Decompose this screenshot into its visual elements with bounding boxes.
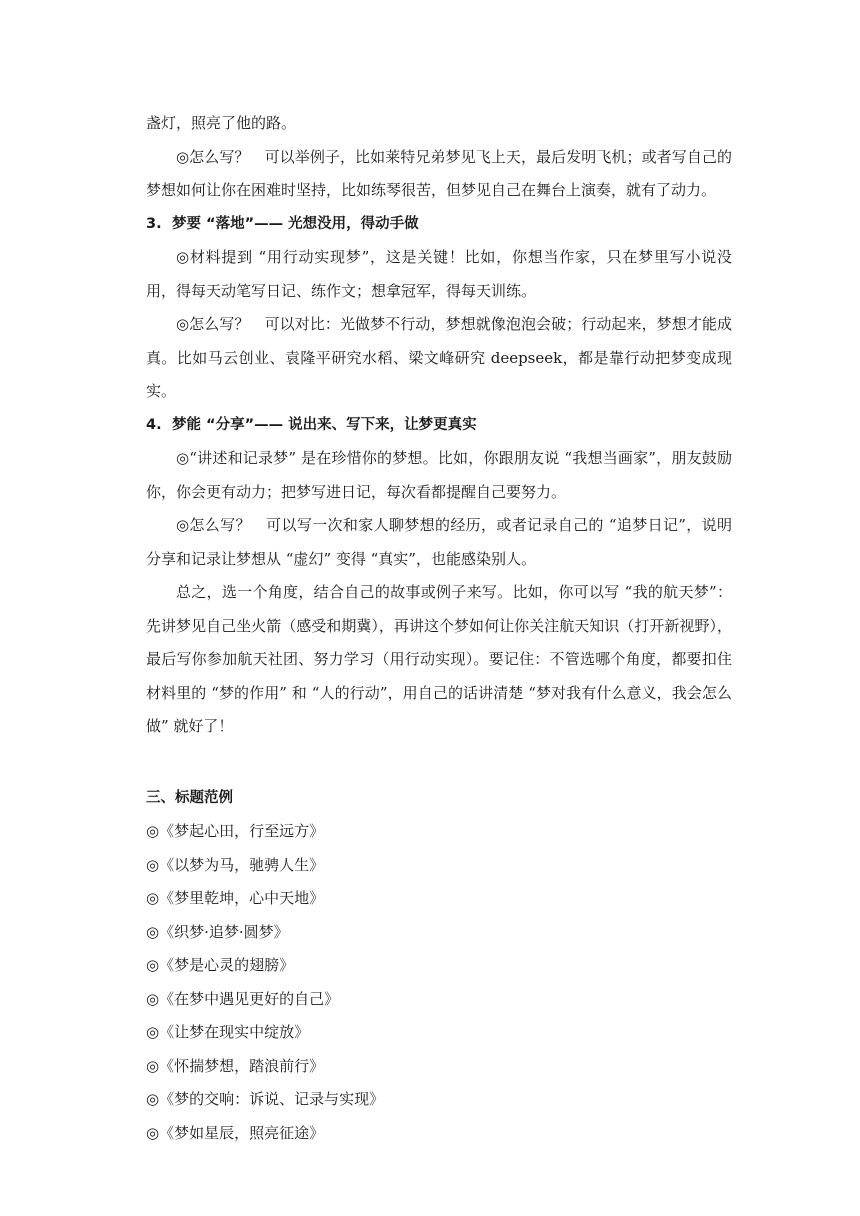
title-example-item: ◎《以梦为马，驰骋人生》 (146, 855, 325, 874)
title-example-item: ◎《梦里乾坤，心中天地》 (146, 889, 325, 907)
paragraph-share-dream: ◎“讲述和记录梦” 是在珍惜你的梦想。比如，你跟朋友说 “我想当画家”，朋友鼓励你，你会更有动力；把梦写进日记，每次看都提醒自己要努力。 (146, 449, 732, 501)
paragraph-summary: 总之，选一个角度，结合自己的故事或例子来写。比如，你可以写 “我的航天梦”：先讲梦见自己坐火箭（感受和期冀），再讲这个梦如何让你关注航天知识（打开新视野），最后写你参加航天社团、努力学习（用行动实现）。要记住：不管选哪个角度，都要扣住材料里的 “梦的作用” 和 “人的行动”，用自己的话讲清楚 “梦对我有什么意义，我会怎么做” 就好了！ (146, 583, 732, 735)
document-body (146, 107, 732, 1150)
heading-number: 4. (146, 416, 162, 433)
section-spacer (146, 744, 732, 782)
heading-point-4 (146, 409, 732, 443)
heading-text: 梦要 “落地”—— 光想没用，得动手做 (172, 215, 419, 232)
paragraph-how-to-write-3: ◎怎么写？ 可以写一次和家人聊梦想的经历，或者记录自己的 “追梦日记”，说明分享和记录让梦想从 “虚幻” 变得 “真实”，也能感染别人。 (146, 516, 732, 568)
title-example-list (146, 815, 732, 1150)
section-title-examples: 三、标题范例 (146, 789, 233, 806)
paragraph-continuation: 盏灯，照亮了他的路。 (146, 114, 297, 132)
title-example-item: ◎《在梦中遇见更好的自己》 (146, 989, 340, 1008)
heading-number: 3. (146, 215, 162, 232)
paragraph-how-to-write-1: ◎怎么写？ 可以举例子，比如莱特兄弟梦见飞上天，最后发明飞机；或者写自己的梦想如何让你在困难时坚持，比如练琴很苦，但梦见自己在舞台上演奏，就有了动力。 (146, 147, 732, 199)
title-example-item: ◎《梦是心灵的翅膀》 (146, 956, 295, 974)
title-example-item: ◎《梦的交响：诉说、记录与实现》 (146, 1090, 385, 1108)
paragraph-how-to-write-2: ◎怎么写？ 可以对比：光做梦不行动，梦想就像泡泡会破；行动起来，梦想才能成真。比如马云创业、袁隆平研究水稻、梁文峰研究 deepseek，都是靠行动把梦变成现实。 (146, 315, 732, 400)
title-example-item: ◎《让梦在现实中绽放》 (146, 1023, 310, 1041)
title-example-item: ◎《怀揣梦想，踏浪前行》 (146, 1056, 325, 1075)
paragraph-material-action: ◎材料提到 “用行动实现梦”，这是关键！比如，你想当作家，只在梦里写小说没用，得每天动笔写日记、练作文；想拿冠军，得每天训练。 (146, 248, 732, 300)
title-example-item: ◎《梦如星辰，照亮征途》 (146, 1123, 325, 1142)
heading-point-3 (146, 208, 732, 242)
title-example-item: ◎《织梦·追梦·圆梦》 (146, 922, 289, 941)
heading-text: 梦能 “分享”—— 说出来、写下来，让梦更真实 (172, 416, 477, 433)
title-example-item: ◎《梦起心田，行至远方》 (146, 822, 325, 840)
